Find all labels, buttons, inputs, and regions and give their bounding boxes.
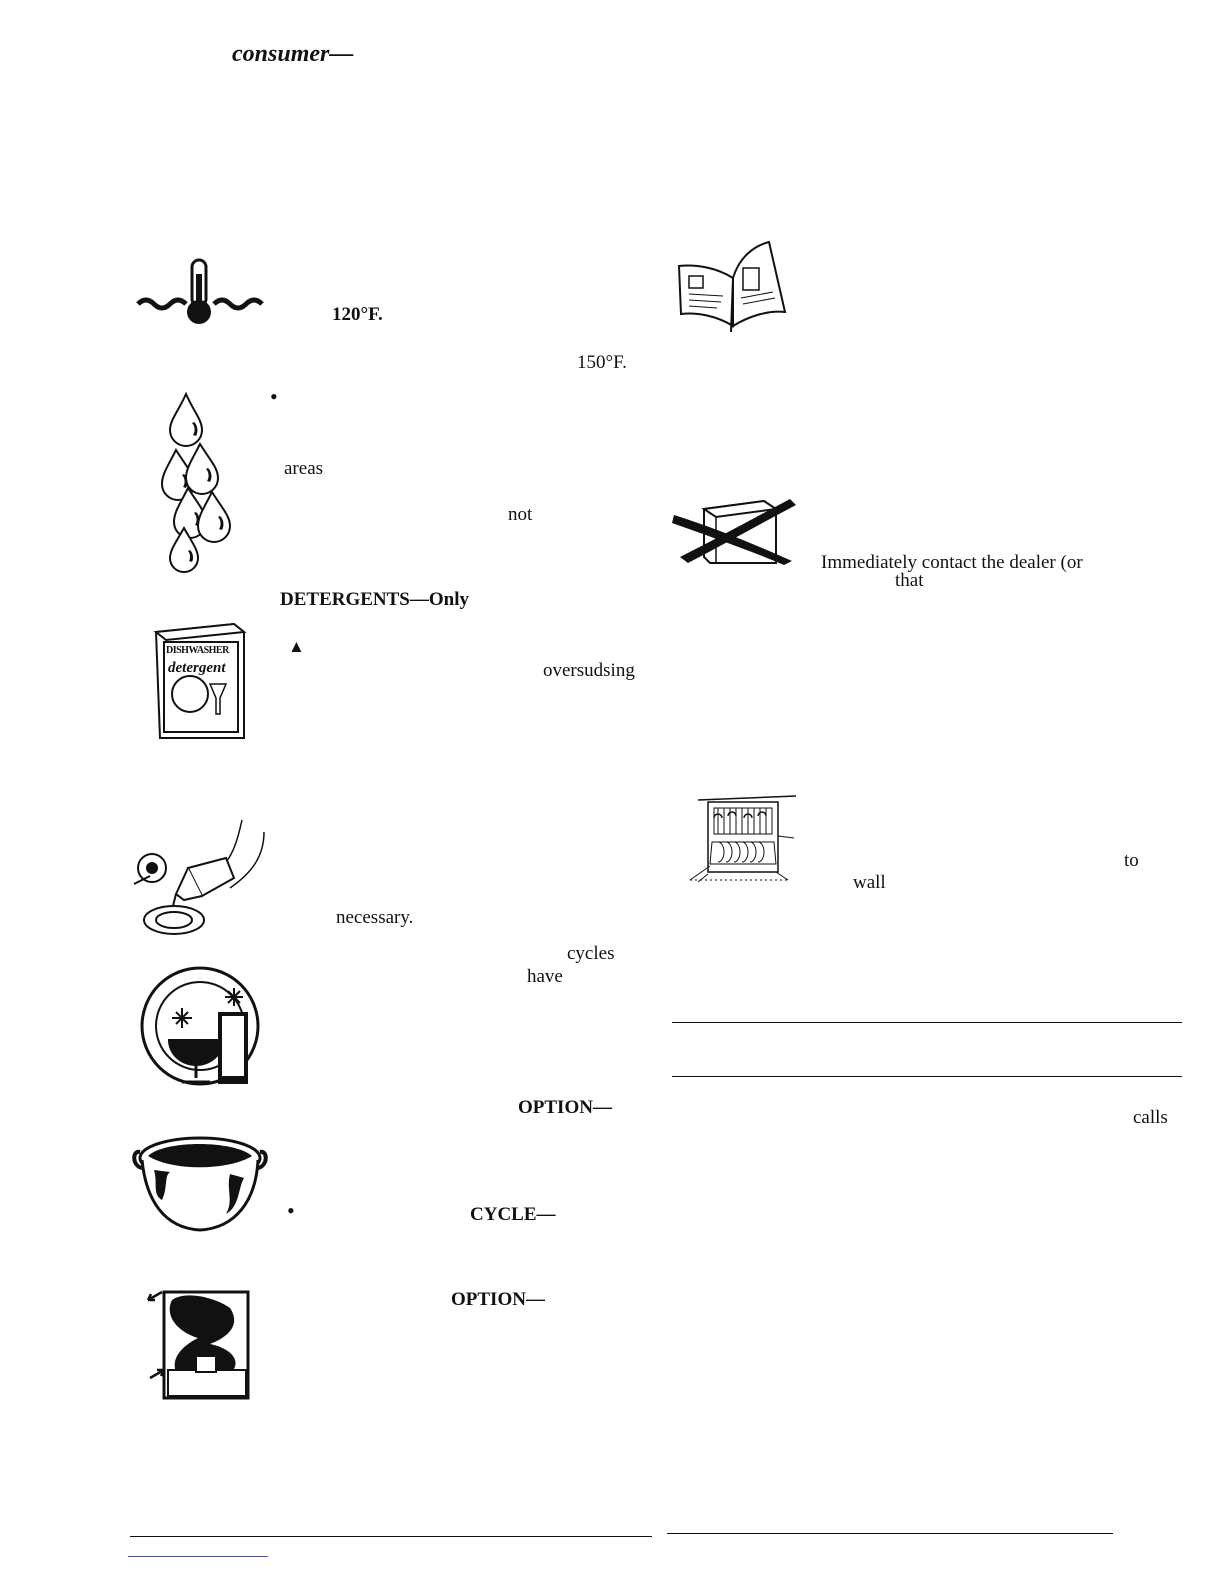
- loaded-dishwasher-rack-icon: [688, 794, 803, 884]
- rinse-necessary-text: necessary.: [336, 907, 414, 928]
- thermometer-waves-icon: [136, 256, 266, 331]
- wall-text: wall: [853, 872, 886, 893]
- cycle-bullet: •: [287, 1198, 295, 1223]
- detergent-box-label-line2: detergent: [168, 660, 226, 676]
- to-text: to: [1124, 850, 1139, 871]
- water-drops-icon: [158, 392, 238, 572]
- have-text: have: [527, 966, 563, 987]
- rinse-aid-bottle-icon: [130, 818, 270, 938]
- detergents-label: DETERGENTS—Only: [280, 589, 469, 610]
- cycle-label: CYCLE—: [470, 1204, 556, 1225]
- owners-manual-book-icon: [677, 238, 792, 333]
- water-bullet: •: [270, 384, 278, 409]
- thermo-temp-120: 120°F.: [332, 304, 383, 325]
- dishwasher-crossed-out-icon: [672, 493, 802, 568]
- cycles-text: cycles: [567, 943, 615, 964]
- water-not-text: not: [508, 504, 533, 525]
- that-text: that: [895, 570, 924, 591]
- page-header-title: consumer—: [232, 41, 354, 67]
- footer-rule-left: [130, 1536, 652, 1537]
- footer-link-underline: [128, 1556, 268, 1557]
- right-column-rule-2: [672, 1076, 1182, 1077]
- right-column-rule-1: [672, 1022, 1182, 1023]
- soiled-pot-icon: [134, 1130, 269, 1240]
- detergent-box-label-line1: DISHWASHER: [166, 645, 229, 656]
- water-areas-text: areas: [284, 458, 324, 479]
- calls-text: calls: [1133, 1107, 1168, 1128]
- footer-rule-right: [667, 1533, 1113, 1534]
- warning-symbol-icon: ▲: [288, 637, 305, 656]
- contact-dealer-line: Immediately contact the dealer (or: [821, 552, 1083, 573]
- option-label-1: OPTION—: [518, 1097, 612, 1118]
- oversudsing-text: oversudsing: [543, 660, 635, 681]
- dishwasher-detergent-box-icon: [150, 618, 250, 743]
- open-dishwasher-icon: [146, 1286, 256, 1406]
- option-label-2: OPTION—: [451, 1289, 545, 1310]
- sparkling-glasses-plate-icon: [138, 968, 268, 1088]
- thermo-temp-150: 150°F.: [577, 352, 627, 373]
